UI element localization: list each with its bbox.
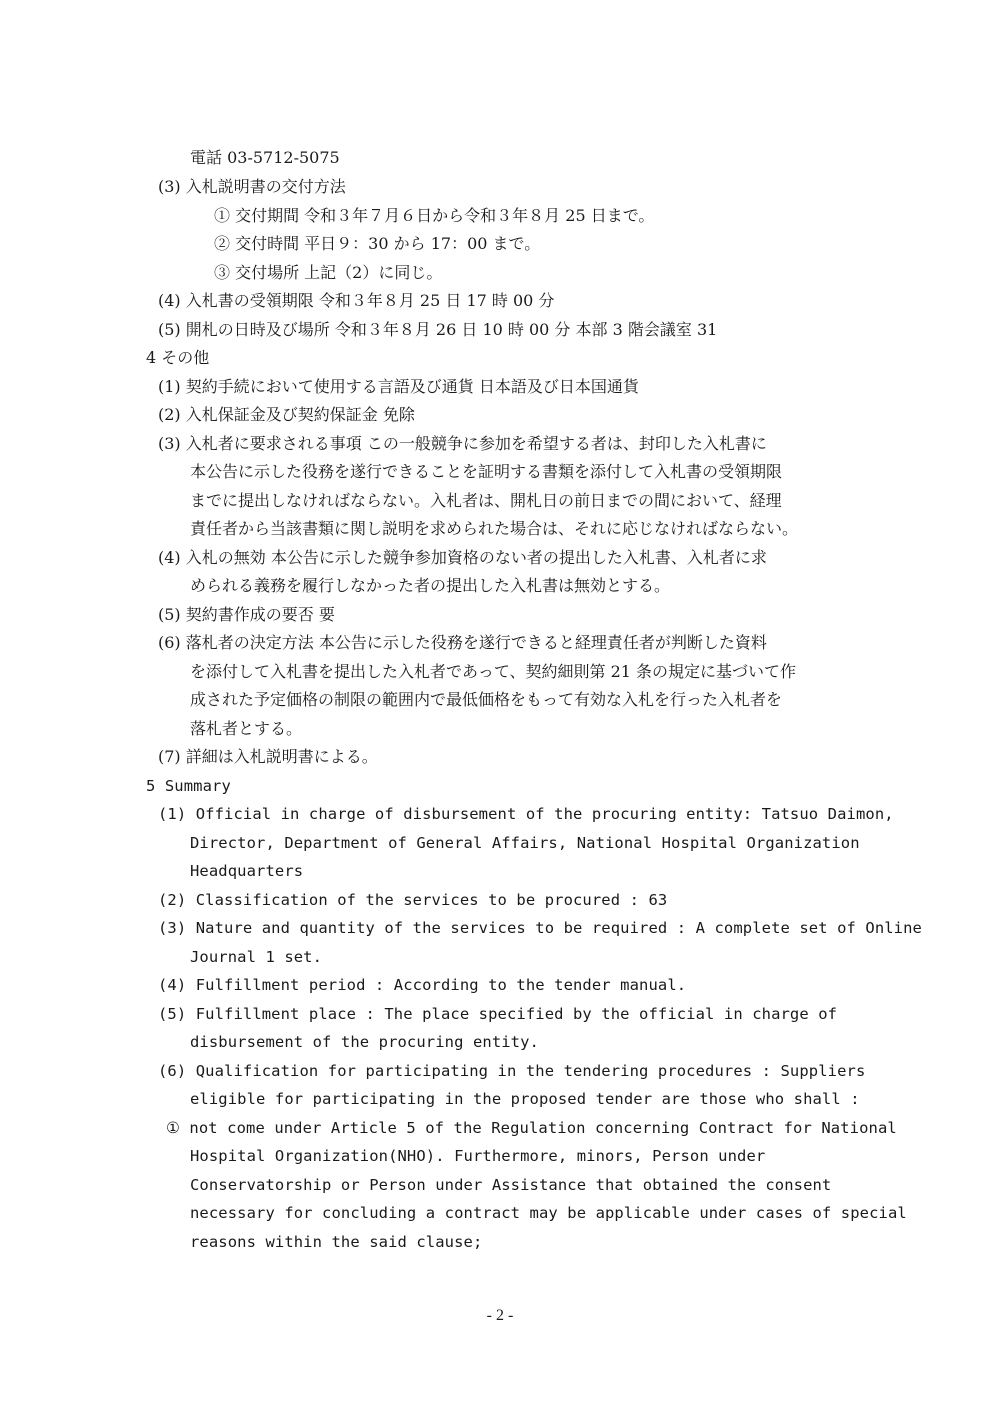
text-line: (5) 契約書作成の要否 要 xyxy=(158,605,335,624)
text-line: (1) 契約手続において使用する言語及び通貨 日本語及び日本国通貨 xyxy=(158,377,639,396)
text-line: 落札者とする。 xyxy=(190,719,303,738)
text-line: ③ 交付場所 上記（2）に同じ。 xyxy=(214,263,443,282)
text-line: (7) 詳細は入札説明書による。 xyxy=(158,747,378,766)
text-line: 成された予定価格の制限の範囲内で最低価格をもって有効な入札を行った入札者を xyxy=(190,690,783,709)
text-line: reasons within the said clause; xyxy=(190,1233,483,1251)
text-line: Headquarters xyxy=(190,862,304,880)
text-line: (4) 入札の無効 本公告に示した競争参加資格のない者の提出した入札書、入札者に求 xyxy=(158,548,767,567)
text-line: (4) 入札書の受領期限 令和３年８月 25 日 17 時 00 分 xyxy=(158,291,555,310)
text-line: 本公告に示した役務を遂行できることを証明する書類を添付して入札書の受領期限 xyxy=(190,462,783,481)
text-line: ① not come under Article 5 of the Regulation concerning Contract for National xyxy=(166,1119,897,1137)
text-line: (6) Qualification for participating in the tendering procedures : Suppliers xyxy=(158,1062,866,1080)
text-line: 責任者から当該書類に関し説明を求められた場合は、それに応じなければならない。 xyxy=(190,519,799,538)
text-line: (5) Fulfillment place : The place specified by the official in charge of xyxy=(158,1005,838,1023)
text-line: められる義務を履行しなかった者の提出した入札書は無効とする。 xyxy=(190,576,671,595)
text-line: Conservatorship or Person under Assistance that obtained the consent xyxy=(190,1176,832,1194)
text-line: (2) Classification of the services to be procured : 63 xyxy=(158,891,668,909)
text-line: necessary for concluding a contract may be applicable under cases of special xyxy=(190,1204,907,1222)
text-line: (5) 開札の日時及び場所 令和３年８月 26 日 10 時 00 分 本部 3 階会議室 31 xyxy=(158,320,718,339)
text-line: ① 交付期間 令和３年７月６日から令和３年８月 25 日まで。 xyxy=(214,206,655,225)
section-heading: 5 Summary xyxy=(146,777,231,795)
text-line: Director, Department of General Affairs, National Hospital Organization xyxy=(190,834,860,852)
text-line: Hospital Organization(NHO). Furthermore, minors, Person under xyxy=(190,1147,766,1165)
text-line: eligible for participating in the proposed tender are those who shall : xyxy=(190,1090,860,1108)
text-line: disbursement of the procuring entity. xyxy=(190,1033,539,1051)
text-line: (1) Official in charge of disbursement of the procuring entity: Tatsuo Daimon, xyxy=(158,805,894,823)
section-heading: 4 その他 xyxy=(146,348,210,367)
text-line: (4) Fulfillment period : According to the tender manual. xyxy=(158,976,687,994)
text-line: Journal 1 set. xyxy=(190,948,323,966)
text-line: 電話 03-5712-5075 xyxy=(190,148,340,167)
text-line: (3) 入札説明書の交付方法 xyxy=(158,177,346,196)
text-line: (3) Nature and quantity of the services to be required : A complete set of Online xyxy=(158,919,922,937)
text-line: (2) 入札保証金及び契約保証金 免除 xyxy=(158,405,415,424)
text-line: (3) 入札者に要求される事項 この一般競争に参加を希望する者は、封印した入札書に xyxy=(158,434,767,453)
text-line: ② 交付時間 平日９：30 から 17：00 まで。 xyxy=(214,234,541,253)
text-line: を添付して入札書を提出した入札者であって、契約細則第 21 条の規定に基づいて作 xyxy=(190,662,797,681)
page-number: - 2 - xyxy=(486,1307,514,1324)
text-line: (6) 落札者の決定方法 本公告に示した役務を遂行できると経理責任者が判断した資料 xyxy=(158,633,767,652)
text-line: までに提出しなければならない。入札者は、開札日の前日までの間において、経理 xyxy=(190,491,782,510)
